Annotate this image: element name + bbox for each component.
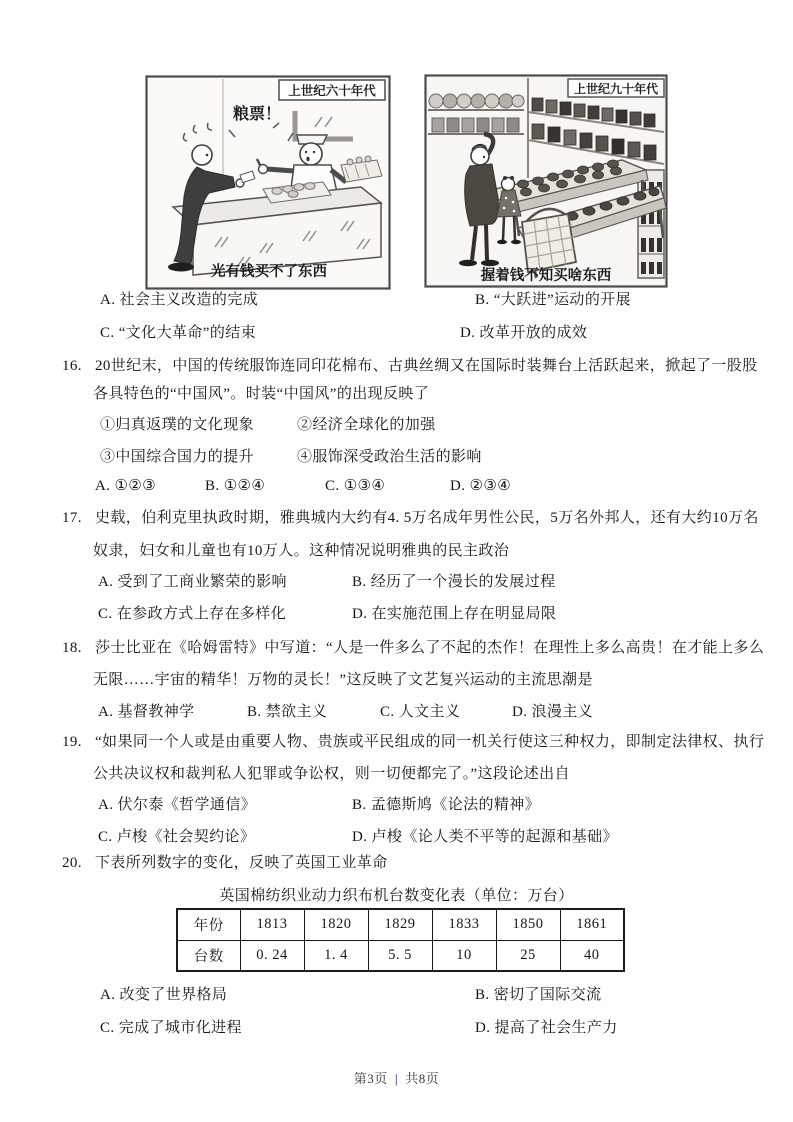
q18-option-c: C. 人文主义 [380,704,461,720]
q19-option-a: A. 伏尔泰《哲学通信》 [98,797,257,813]
q20-option-d: D. 提高了社会生产力 [475,1020,618,1036]
q20-number: 20. [62,855,82,871]
q20-table [176,908,625,972]
q16-stem-line2: 各具特色的“中国风”。时装“中国风”的出现反映了 [93,386,430,402]
q19-option-d: D. 卢梭《论人类不平等的起源和基础》 [352,829,618,845]
shopping-basket [522,209,576,272]
q20-option-c: C. 完成了城市化进程 [100,1020,242,1036]
q15-option-b: B. “大跃进”运动的开展 [475,292,632,308]
table-cell-year: 1850 [496,909,560,940]
q20-option-a: A. 改变了世界格局 [100,987,228,1003]
table-cell-year: 1833 [432,909,496,940]
q17-stem-line1: 史载，伯利克里执政时期，雅典城内大约有4. 5万名成年男性公民，5万名外邦人，还有大约10万名 [95,510,759,526]
q19-stem-line2: 公共决议权和裁判私人犯罪或争讼权，则一切便都完了。”这段论述出自 [93,766,570,782]
page-footer [0,1068,793,1087]
q18-option-a: A. 基督教神学 [98,704,195,720]
q19-stem-line1: “如果同一个人或是由重要人物、贵族或平民组成的同一机关行使这三种权力，即制定法律权、执行 [95,734,765,750]
table-cell-year: 1820 [304,909,368,940]
caption-1990s: 握着钱不知买啥东西 [480,268,612,284]
q15-option-d: D. 改革开放的成效 [460,325,588,341]
q17-option-a: A. 受到了工商业繁荣的影响 [98,574,287,590]
footer-page-number: 第3页 [353,1071,388,1086]
q17-option-d: D. 在实施范围上存在明显局限 [352,606,557,622]
footer-total-pages: 共8页 [405,1071,440,1086]
footer-divider: | [394,1071,399,1086]
q16-item-3: ③中国综合国力的提升 [100,449,255,465]
q18-option-b: B. 禁欲主义 [247,704,328,720]
era-label-1960s [279,80,385,100]
table-cell-year-label: 年份 [177,909,240,940]
table-cell-year: 1861 [560,909,624,940]
caption-1960s: 光有钱买不了东西 [211,264,327,280]
q15-option-a: A. 社会主义改造的完成 [100,292,259,308]
q16-number: 16. [62,358,82,374]
era-label-1990s [568,79,664,97]
q19-option-b: B. 孟德斯鸠《论法的精神》 [352,797,541,813]
table-cell-year: 1829 [368,909,432,940]
q17-option-b: B. 经历了一个漫长的发展过程 [352,574,556,590]
era-label-text: 上世纪六十年代 [288,84,376,98]
table-row-years [177,909,624,940]
q17-number: 17. [62,510,82,526]
era-label-text: 上世纪九十年代 [573,82,659,96]
q17-stem-line2: 奴隶，妇女和儿童也有10万人。这种情况说明雅典的民主政治 [93,543,510,559]
table-cell-count: 5. 5 [368,940,432,971]
q18-stem-line2: 无限……宇宙的精华！万物的灵长！”这反映了文艺复兴运动的主流思潮是 [93,672,593,688]
table-cell-count: 10 [432,940,496,971]
q16-item-4: ④服饰深受政治生活的影响 [297,449,482,465]
cartoon-1990s-illustration [424,74,668,288]
q18-number: 18. [62,640,82,656]
table-cell-year: 1813 [240,909,304,940]
table-cell-count: 25 [496,940,560,971]
cartoon-1960s-illustration [145,75,391,290]
q19-option-c: C. 卢梭《社会契约论》 [98,829,256,845]
speech-text: 粮票！ [233,106,282,123]
q17-option-c: C. 在参政方式上存在多样化 [98,606,287,622]
q18-stem-line1: 莎士比亚在《哈姆雷特》中写道：“人是一件多么了不起的杰作！在理性上多么高贵！在才能上多么 [95,640,765,656]
q16-option-a: A. ①②③ [95,478,157,494]
q19-number: 19. [62,734,82,750]
table-cell-count-label: 台数 [177,940,240,971]
table-cell-count: 1. 4 [304,940,368,971]
q15-option-c: C. “文化大革命”的结束 [100,325,257,341]
cartoon-1990s-figure [424,74,668,288]
q16-item-2: ②经济全球化的加强 [297,417,436,433]
q16-option-d: D. ②③④ [450,478,512,494]
q16-item-1: ①归真返璞的文化现象 [100,417,255,433]
q16-option-b: B. ①②④ [205,478,266,494]
q18-option-d: D. 浪漫主义 [512,704,594,720]
q16-stem-line1: 20世纪末，中国的传统服饰连同印花棉布、古典丝绸又在国际时装舞台上活跃起来，掀起了一股股 [95,358,758,374]
cartoon-1960s-figure [145,75,391,290]
q16-option-c: C. ①③④ [325,478,386,494]
q20-option-b: B. 密切了国际交流 [475,987,602,1003]
table-cell-count: 0. 24 [240,940,304,971]
table-row-counts [177,940,624,971]
table-cell-count: 40 [560,940,624,971]
q20-table-title: 英国棉纺织业动力织布机台数变化表（单位：万台） [219,888,574,904]
q20-stem: 下表所列数字的变化，反映了英国工业革命 [95,855,388,871]
